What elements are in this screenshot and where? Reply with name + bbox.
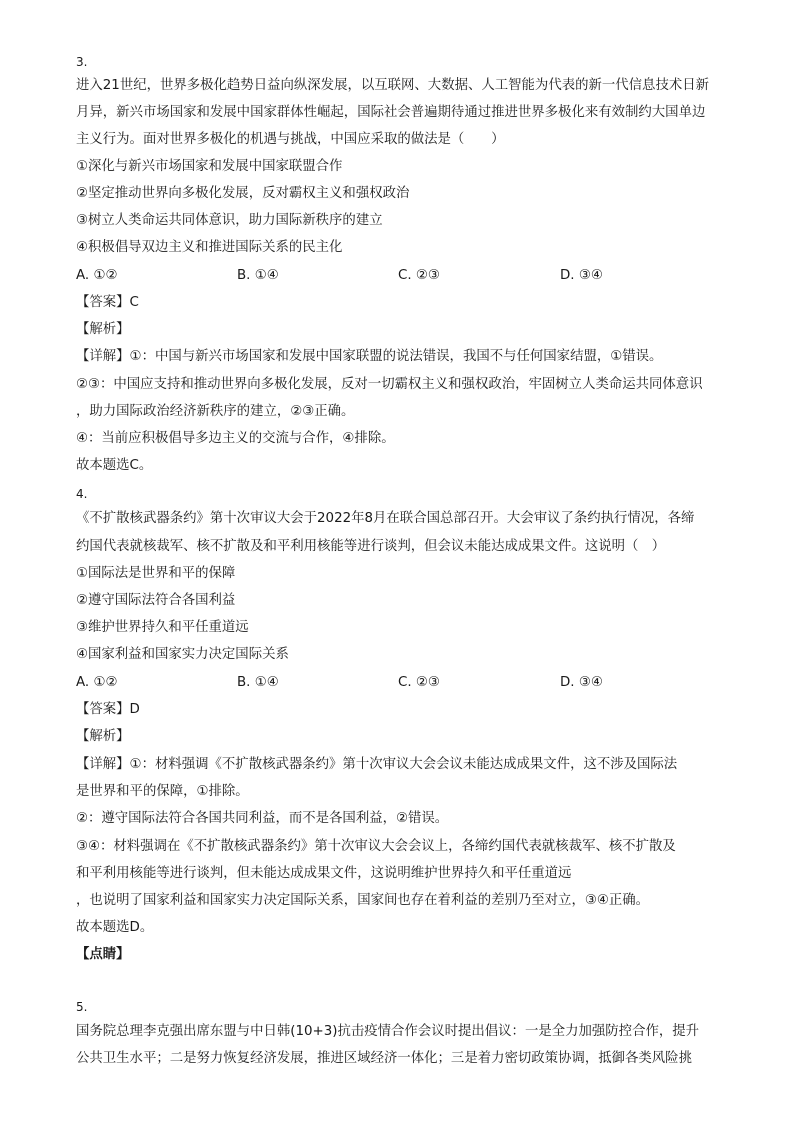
question-4-statement: ②遵守国际法符合各国利益 [76, 593, 236, 608]
question-4-comment-label: 【点睛】 [76, 947, 130, 962]
question-3-detail-line: ④：当前应积极倡导多边主义的交流与合作，④排除。 [76, 431, 395, 446]
question-4-option-c: C. ②③ [398, 675, 440, 690]
question-3-stem-line: 主义行为。面对世界多极化的机遇与挑战，中国应采取的做法是（ ） [76, 132, 505, 147]
question-4-statement: ③维护世界持久和平任重道远 [76, 620, 249, 635]
question-3-number: 3. [76, 55, 88, 69]
question-4-analysis-label: 【解析】 [76, 729, 130, 744]
question-5-stem-line: 公共卫生水平；二是努力恢复经济发展，推进区域经济一体化；三是着力密切政策协调，抵御各类风险挑 [76, 1051, 692, 1066]
question-3-option-d: D. ③④ [560, 268, 603, 283]
question-3-statement: ③树立人类命运共同体意识，助力国际新秩序的建立 [76, 213, 383, 228]
question-4-detail-line: ③④：材料强调在《不扩散核武器条约》第十次审议大会会议上，各缔约国代表就核裁军、核不扩散及 [76, 839, 676, 854]
question-3-stem-line: 月异，新兴市场国家和发展中国家群体性崛起，国际社会普遍期待通过推进世界多极化来有效制约大国单边 [76, 105, 706, 120]
question-3-option-a: A. ①② [76, 268, 118, 283]
question-4-detail-line: ，也说明了国家利益和国家实力决定国际关系，国家间也存在着利益的差别乃至对立，③④正确。 [76, 893, 650, 908]
question-4-detail-line: 和平利用核能等进行谈判，但未能达成成果文件，这说明维护世界持久和平任重道远 [76, 866, 572, 881]
question-4-statement: ④国家利益和国家实力决定国际关系 [76, 647, 289, 662]
question-3-option-b: B. ①④ [237, 268, 279, 283]
question-3-conclusion: 故本题选C。 [76, 458, 153, 473]
question-3-detail-line: 【详解】①：中国与新兴市场国家和发展中国家联盟的说法错误，我国不与任何国家结盟，①错误。 [76, 349, 663, 364]
question-4-stem-line: 约国代表就核裁军、核不扩散及和平利用核能等进行谈判，但会议未能达成成果文件。这说明（ ） [76, 539, 666, 554]
question-5-stem-line: 国务院总理李克强出席东盟与中日韩(10+3)抗击疫情合作会议时提出倡议：一是全力加强防控合作，提升 [76, 1024, 700, 1039]
question-4-detail-line: 【详解】①：材料强调《不扩散核武器条约》第十次审议大会会议未能达成成果文件，这不涉及国际法 [76, 757, 678, 772]
question-3-statement: ④积极倡导双边主义和推进国际关系的民主化 [76, 240, 343, 255]
question-4-detail-line: 是世界和平的保障，①排除。 [76, 784, 249, 799]
question-4-statement: ①国际法是世界和平的保障 [76, 566, 236, 581]
question-3-stem-line: 进入21世纪，世界多极化趋势日益向纵深发展，以互联网、大数据、人工智能为代表的新一代信息技术日新 [76, 78, 710, 93]
question-4-option-b: B. ①④ [237, 675, 279, 690]
question-3-analysis-label: 【解析】 [76, 322, 130, 337]
question-4-number: 4. [76, 487, 88, 501]
question-4-conclusion: 故本题选D。 [76, 920, 154, 935]
question-4-answer: 【答案】D [76, 702, 140, 717]
question-3-statement: ②坚定推动世界向多极化发展，反对霸权主义和强权政治 [76, 186, 410, 201]
question-3-option-c: C. ②③ [398, 268, 440, 283]
question-5-number: 5. [76, 1000, 88, 1014]
question-3-statement: ①深化与新兴市场国家和发展中国家联盟合作 [76, 159, 343, 174]
question-4-detail-line: ②：遵守国际法符合各国共同利益，而不是各国利益，②错误。 [76, 811, 449, 826]
question-3-detail-line: ②③：中国应支持和推动世界向多极化发展，反对一切霸权主义和强权政治，牢固树立人类命运共同体意识 [76, 377, 703, 392]
question-3-detail-line: ，助力国际政治经济新秩序的建立，②③正确。 [76, 404, 355, 419]
question-4-option-a: A. ①② [76, 675, 118, 690]
question-3-answer: 【答案】C [76, 295, 139, 310]
question-4-option-d: D. ③④ [560, 675, 603, 690]
question-4-stem-line: 《不扩散核武器条约》第十次审议大会于2022年8月在联合国总部召开。大会审议了条约执行情况，各缔 [76, 511, 695, 526]
